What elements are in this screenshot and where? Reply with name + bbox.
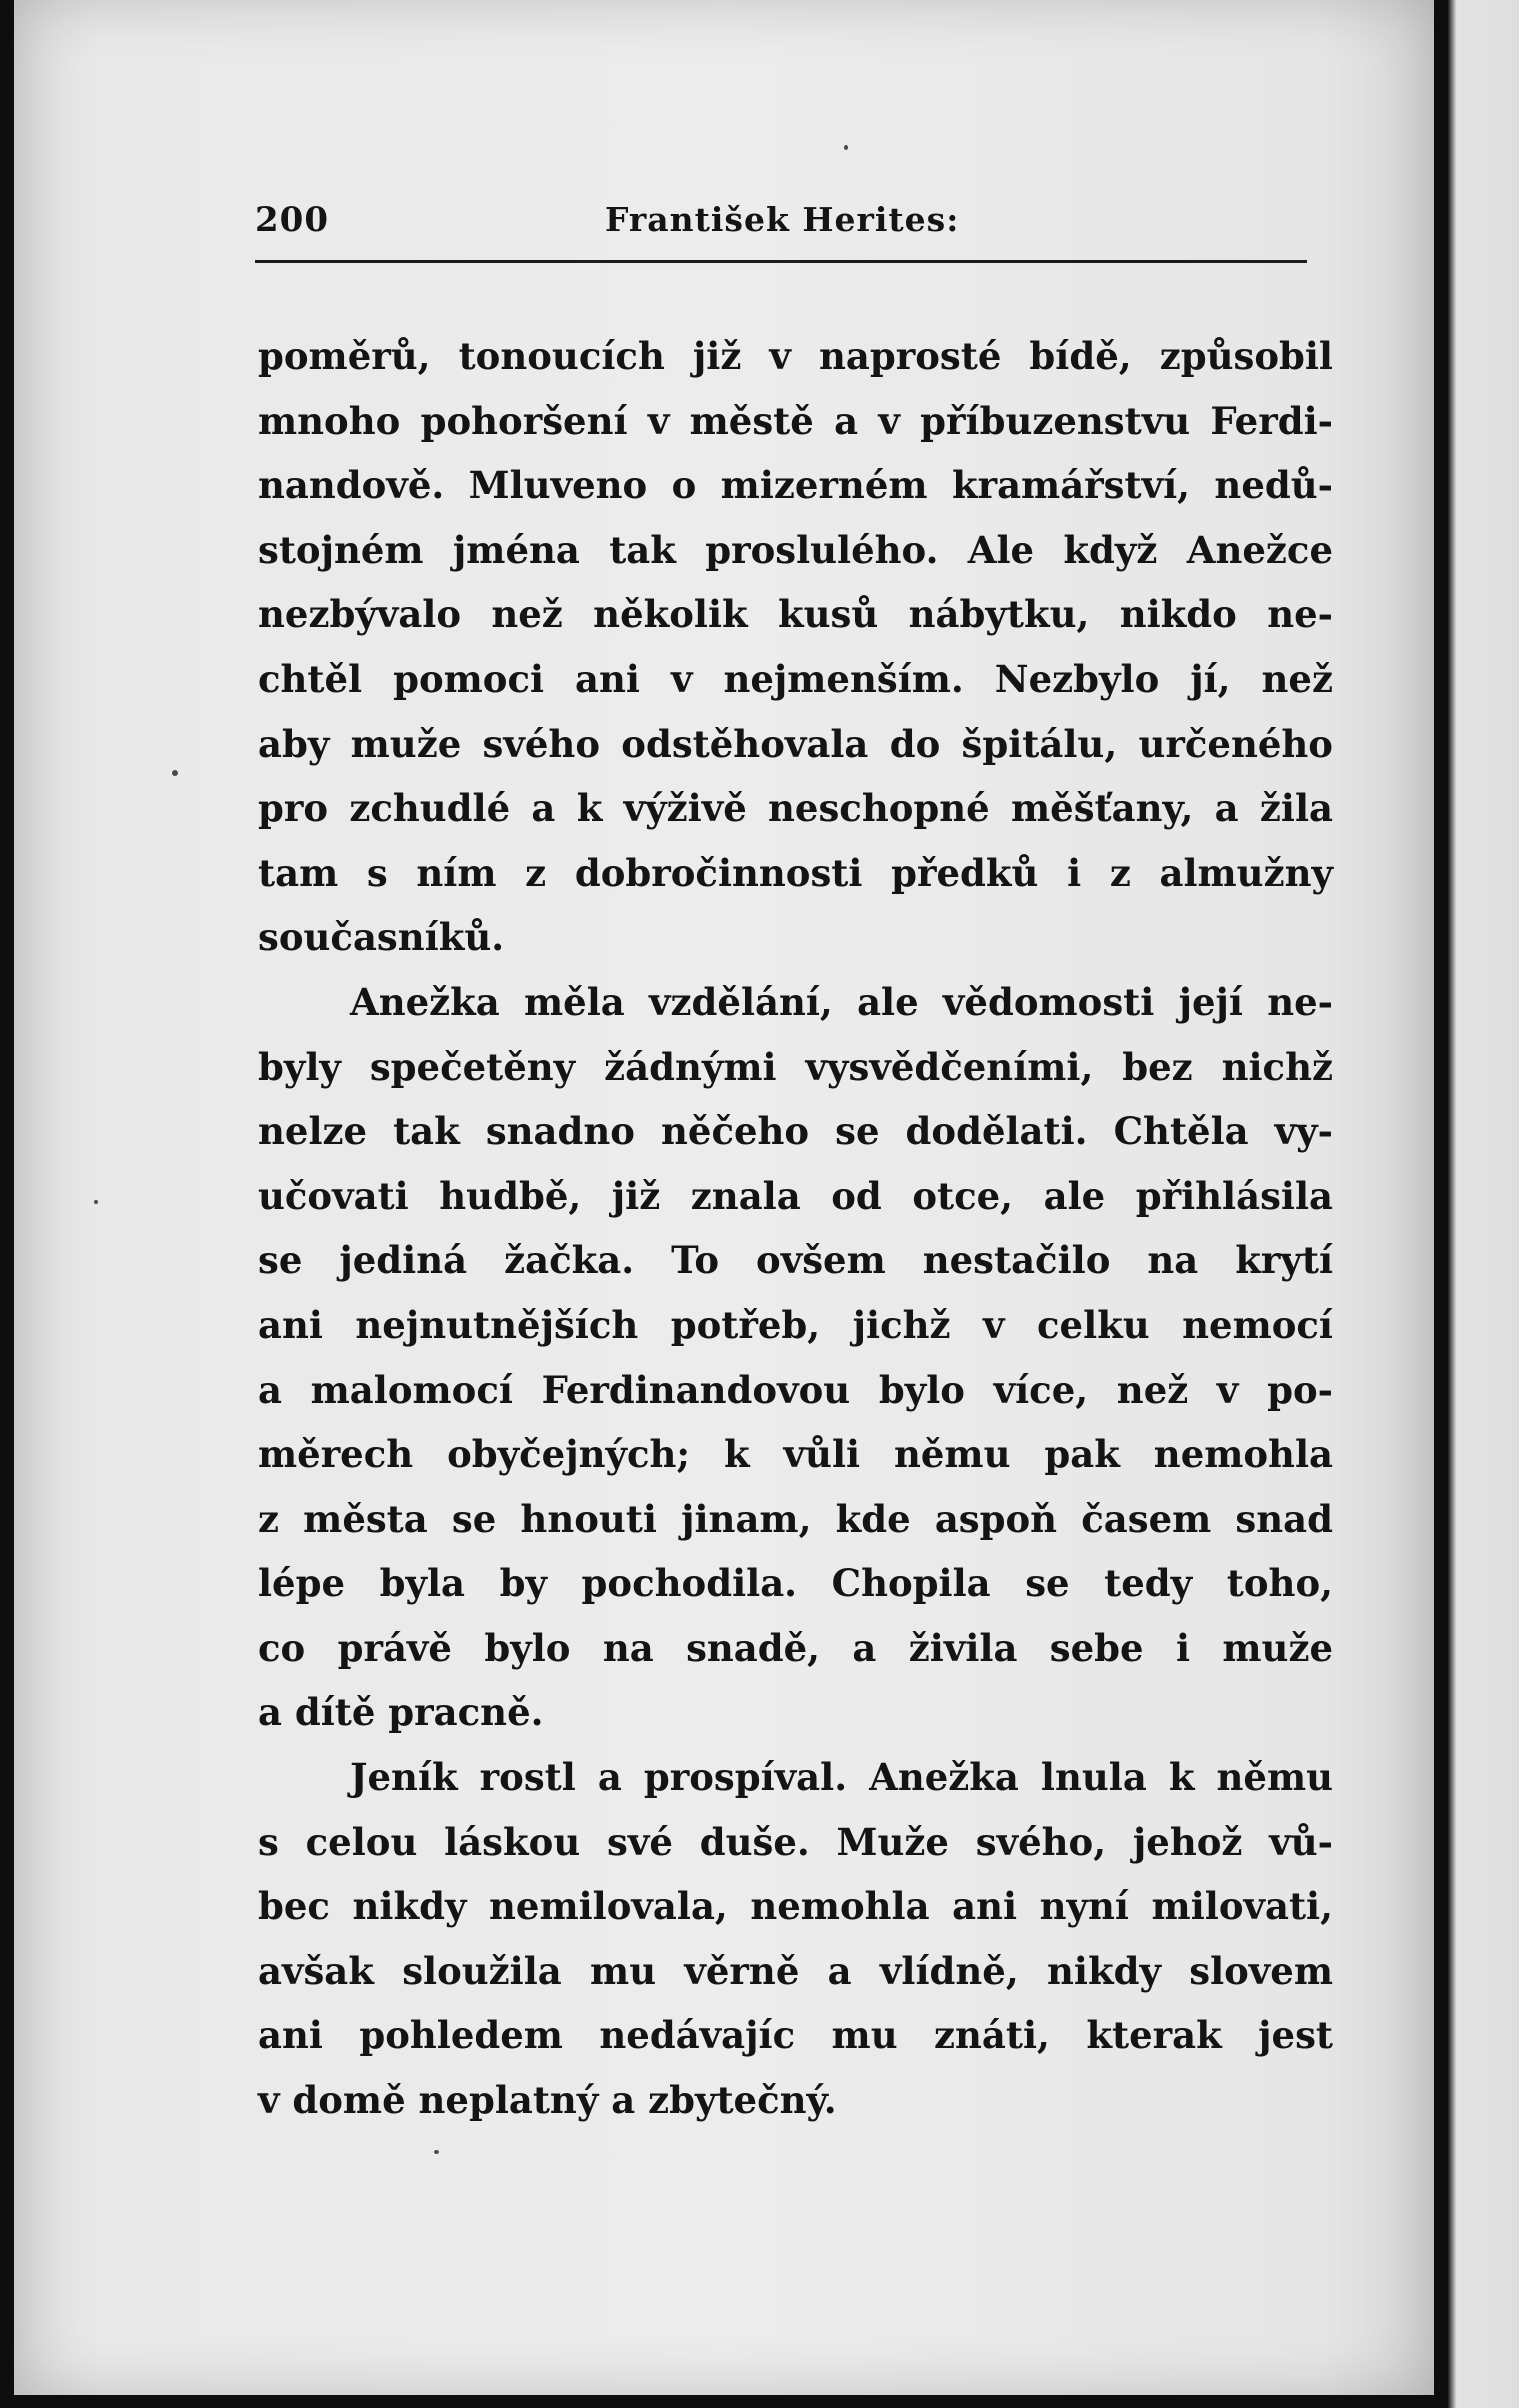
text-line: nezbývalo než několik kusů nábytku, nikdo ne-: [258, 592, 1333, 637]
print-speck: [844, 145, 848, 150]
text-line: Jeník rostl a prospíval. Anežka lnula k němu: [350, 1755, 1333, 1800]
adjacent-page-edge: [1448, 0, 1519, 2408]
text-line: bec nikdy nemilovala, nemohla ani nyní milovati,: [258, 1884, 1333, 1929]
paragraph-3: [258, 1745, 1333, 2133]
running-title: František Herites:: [605, 200, 960, 239]
text-line: mnoho pohoršení v městě a v příbuzenstvu Ferdi-: [258, 398, 1333, 443]
text-line: chtěl pomoci ani v nejmenším. Nezbylo jí, než: [258, 656, 1333, 701]
text-line: učovati hudbě, již znala od otce, ale přihlásila: [258, 1173, 1333, 1218]
header-rule: [255, 260, 1307, 263]
print-speck: [172, 770, 178, 776]
text-line: a malomocí Ferdinandovou bylo více, než v po-: [258, 1367, 1333, 1412]
text-line: ani pohledem nedávajíc mu znáti, kterak jest: [258, 2013, 1333, 2058]
paragraph-2: [258, 970, 1333, 1745]
text-line: co právě bylo na snadě, a živila sebe i muže: [258, 1625, 1333, 1670]
text-line: Anežka měla vzdělání, ale vědomosti její ne-: [350, 979, 1333, 1024]
text-line: pro zchudlé a k výživě neschopné měšťany, a žila: [258, 786, 1333, 831]
text-line: poměrů, tonoucích již v naprosté bídě, způsobil: [258, 334, 1333, 378]
text-line: byly spečetěny žádnými vysvědčeními, bez nichž: [258, 1044, 1333, 1089]
print-speck: [434, 2150, 439, 2154]
body-text: [258, 324, 1333, 2133]
print-speck: [94, 1200, 98, 1204]
text-line: v domě neplatný a zbytečný.: [258, 2078, 837, 2123]
text-line: nandově. Mluveno o mizerném kramářství, nedů-: [258, 463, 1333, 508]
text-line: se jediná žačka. To ovšem nestačilo na krytí: [258, 1238, 1333, 1283]
text-line: aby muže svého odstěhovala do špitálu, určeného: [258, 721, 1333, 766]
page-number: 200: [255, 200, 329, 240]
text-line: současníků.: [258, 915, 505, 960]
text-line: avšak sloužila mu věrně a vlídně, nikdy slovem: [258, 1948, 1333, 1993]
text-line: ani nejnutnějších potřeb, jichž v celku nemocí: [258, 1302, 1333, 1347]
text-line: tam s ním z dobročinnosti předků i z almužny: [258, 850, 1333, 895]
text-line: s celou láskou své duše. Muže svého, jehož vů-: [258, 1819, 1333, 1864]
text-line: z města se hnouti jinam, kde aspoň časem snad: [258, 1496, 1333, 1541]
paragraph-1: [258, 324, 1333, 970]
text-line: nelze tak snadno něčeho se dodělati. Chtěla vy-: [258, 1109, 1333, 1154]
text-line: a dítě pracně.: [258, 1690, 544, 1735]
text-line: měrech obyčejných; k vůli němu pak nemohla: [258, 1432, 1333, 1477]
text-line: lépe byla by pochodila. Chopila se tedy toho,: [258, 1561, 1333, 1606]
running-header: [255, 200, 1305, 250]
text-line: stojném jména tak proslulého. Ale když Anežce: [258, 527, 1333, 572]
